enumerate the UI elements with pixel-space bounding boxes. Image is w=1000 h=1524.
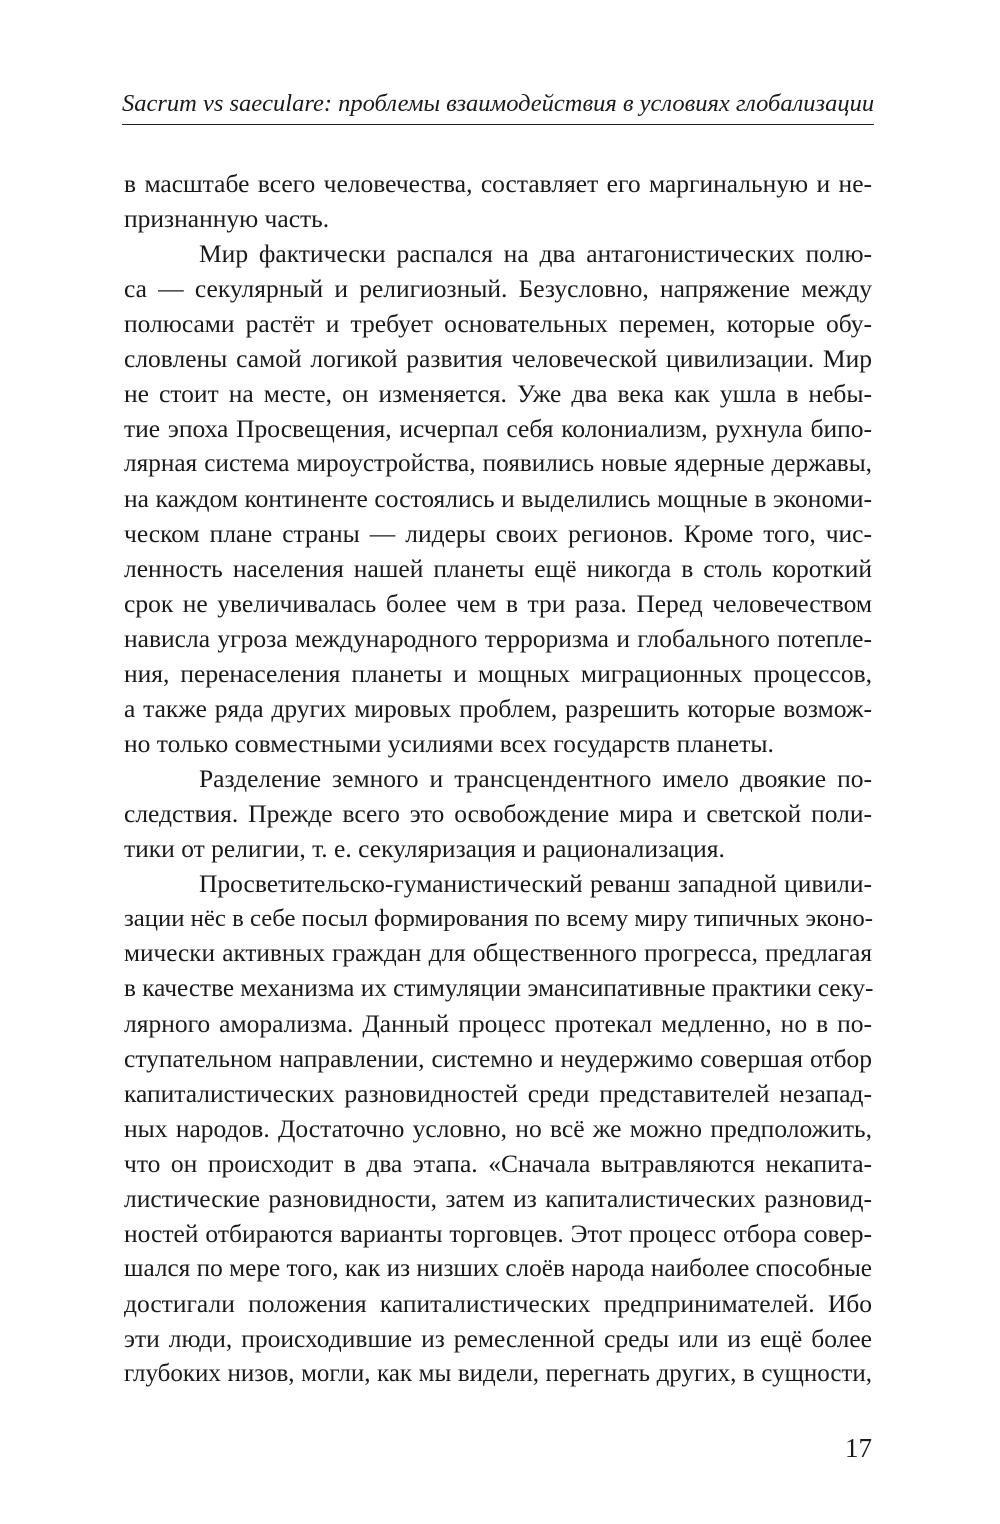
text-line: нависла угроза международного терроризма и глобального потепле-	[124, 624, 872, 653]
text-line: в масштабе всего человечества, составляет его маргинальную и не-	[124, 169, 872, 198]
text-line: ступательном направлении, системно и неудержимо совершая отбор	[124, 1044, 872, 1073]
page-number: 17	[845, 1433, 872, 1463]
text-line: ния, перенаселения планеты и мощных миграционных процессов,	[124, 659, 872, 688]
text-line: ленность населения нашей планеты ещё никогда в столь короткий	[124, 554, 872, 583]
text-line: тие эпоха Просвещения, исчерпал себя колониализм, рухнула бипо-	[124, 414, 872, 443]
text-line: мически активных граждан для общественного прогресса, предлагая	[124, 939, 872, 967]
text-line: ных народов. Достаточно условно, но всё же можно предположить,	[124, 1114, 872, 1143]
text-line: достигали положения капиталистических предпринимателей. Ибо	[124, 1289, 872, 1318]
text-line: тики от религии, т. е. секуляризация и рационализация.	[124, 834, 725, 863]
text-line: а также ряда других мировых проблем, разрешить которые возмож-	[124, 694, 872, 723]
text-line: Мир фактически распался на два антагонистических полю-	[199, 239, 872, 268]
header-rule	[122, 124, 874, 125]
text-line: ностей отбираются варианты торговцев. Этот процесс отбора совер-	[124, 1219, 872, 1248]
text-line: полюсами растёт и требует основательных перемен, которые обу-	[124, 309, 872, 338]
text-line: ческом плане страны — лидеры своих регионов. Кроме того, чис-	[124, 519, 872, 548]
running-head: Sacrum vs saeculare: проблемы взаимодействия в условиях глобализации	[122, 90, 875, 117]
text-line: са — секулярный и религиозный. Безусловно, напряжение между	[124, 274, 872, 303]
text-line: глубоких низов, могли, как мы видели, перегнать других, в сущности,	[124, 1360, 872, 1387]
text-line: в качестве механизма их стимуляции эмансипативные практики секу-	[124, 974, 874, 1002]
text-line: листические разновидности, затем из капиталистических разновид-	[124, 1184, 872, 1213]
text-line: что он происходит в два этапа. «Сначала вытравляются некапита-	[124, 1149, 872, 1178]
text-line: не стоит на месте, он изменяется. Уже два века как ушла в небы-	[124, 379, 872, 408]
text-line: капиталистических разновидностей среди представителей незапад-	[124, 1079, 872, 1108]
body-text	[124, 166, 872, 1391]
text-line: но только совместными усилиями всех государств планеты.	[124, 729, 774, 758]
text-line: лярного аморализма. Данный процесс протекал медленно, но в по-	[124, 1009, 872, 1038]
text-line: на каждом континенте состоялись и выделились мощные в экономи-	[124, 484, 872, 513]
text-line: Разделение земного и трансцендентного имело двоякие по-	[199, 764, 872, 793]
text-line: Просветительско-гуманистический реванш западной цивили-	[199, 869, 872, 898]
text-line: лярная система мироустройства, появились новые ядерные державы,	[124, 449, 872, 477]
text-line: эти люди, происходившие из ремесленной среды или из ещё более	[124, 1324, 872, 1353]
text-line: срок не увеличивалась более чем в три раза. Перед человечеством	[124, 589, 872, 618]
text-line: словлены самой логикой развития человеческой цивилизации. Мир	[124, 344, 872, 373]
text-line: признанную часть.	[124, 204, 330, 233]
text-line: зации нёс в себе посыл формирования по всему миру типичных эконо-	[124, 905, 873, 932]
text-line: шался по мере того, как из низших слоёв народа наиболее способные	[124, 1254, 872, 1282]
text-line: следствия. Прежде всего это освобождение мира и светской поли-	[124, 799, 872, 828]
